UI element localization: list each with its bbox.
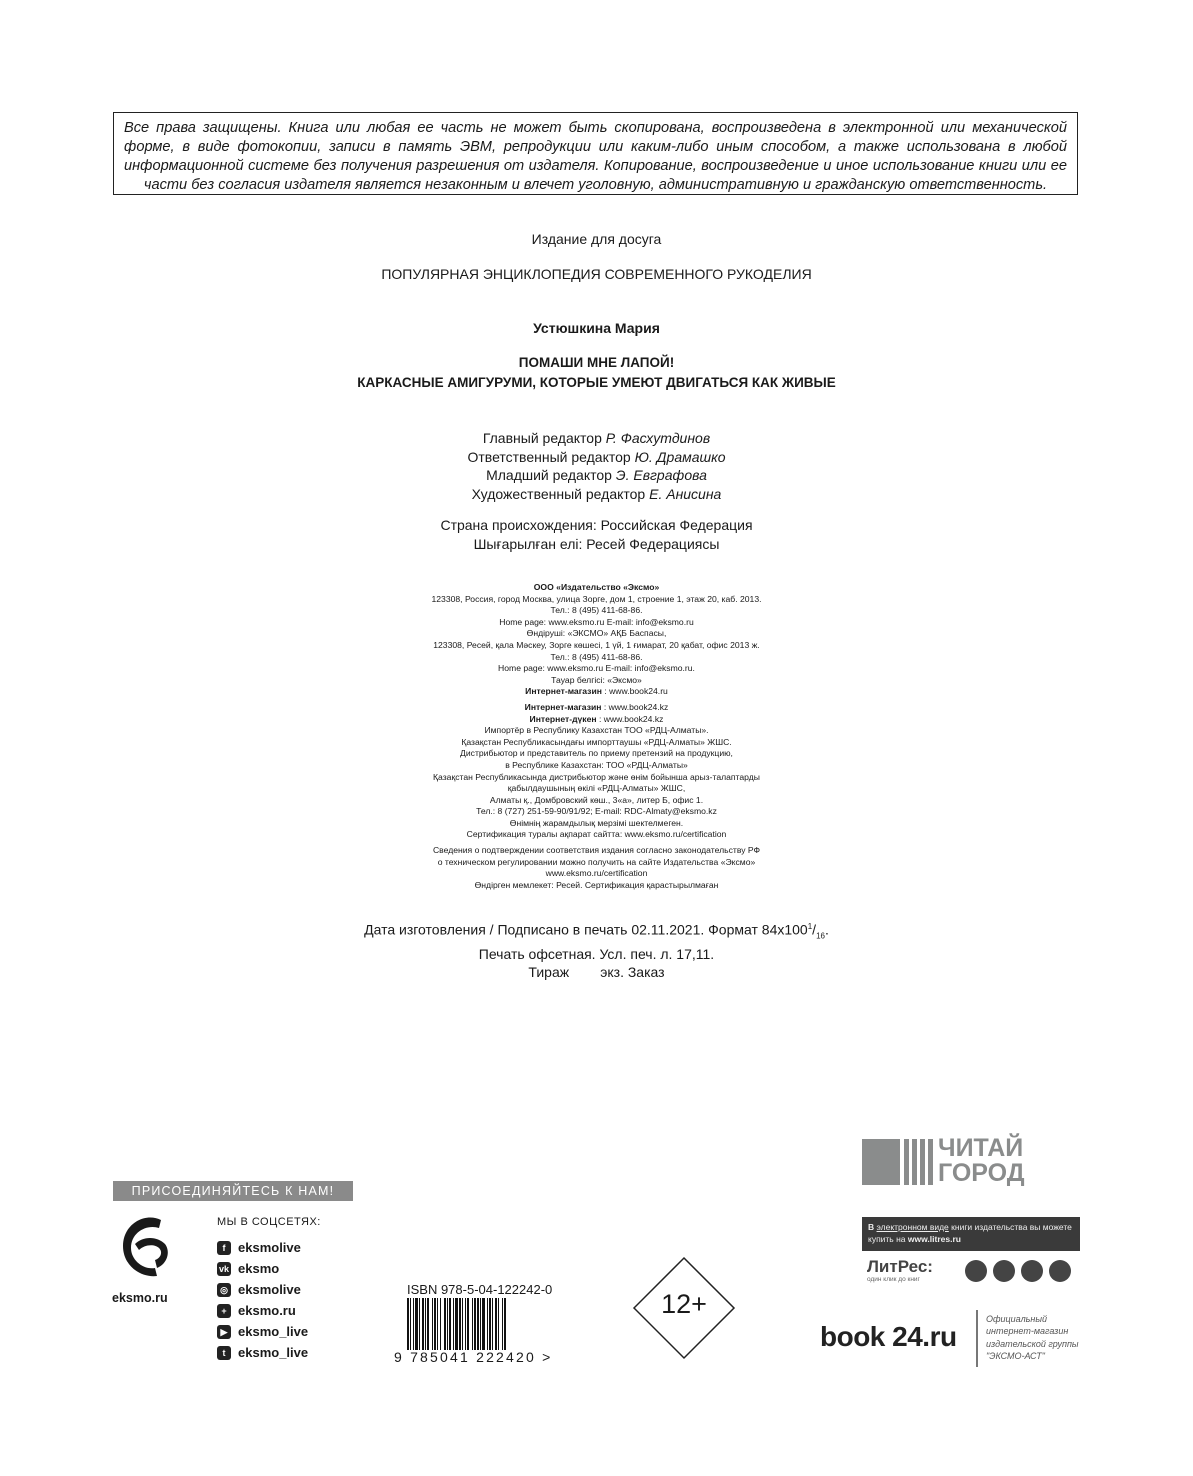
isbn-number: ISBN 978-5-04-122242-0 xyxy=(407,1282,553,1297)
age-rating: 12+ xyxy=(661,1289,707,1319)
credit-line: Главный редактор Р. Фасхутдинов xyxy=(482,430,711,446)
online-shop-ru: Интернет-магазин : www.book24.ru xyxy=(525,686,668,697)
book24-logo: book 24.ru xyxy=(820,1321,957,1352)
youtube-icon: ▶ xyxy=(217,1325,231,1339)
plus-icon: + xyxy=(217,1304,231,1318)
facebook-icon: f xyxy=(217,1241,231,1255)
country-of-origin: Страна происхождения: Российская Федерация Шығарылған елі: Ресей Федерациясы xyxy=(440,517,753,552)
windows-icon xyxy=(1049,1260,1071,1282)
print-run: Тираж экз. Заказ xyxy=(528,964,665,981)
book24-description: Официальный интернет-магазин издательской группы "ЭКСМО-АСТ" xyxy=(986,1314,1079,1362)
eksmo-website: eksmo.ru xyxy=(112,1291,168,1305)
litres-logo: ЛитРес: xyxy=(867,1257,933,1276)
author-name: Устюшкина Мария xyxy=(533,320,660,336)
publisher-info: ООО «Издательство «Эксмо» 123308, Россия, город Москва, улица Зорге, дом 1, строение 1, этаж 20, каб. 2013. Тел.: 8 (495) 411-68-86. Home page: www.eksmo.ru E-mail: info@eksmo.ru Өндіруші: «ЭКСМО» АҚБ Баспасы, 123308, Ресей, қала Мәскеу, Зорге көшесі, 1 үй, 1 ғимарат, 20 қабат, офис 2013 ж. Тел.: 8 (495) 411-68-86. Home page: www.eksmo.ru E-mail: info@eksmo.ru. Тауар белгісі: «Эксмо» Интернет-магазин : www.book24.ru Интернет-магазин : www.book24.kz Интернет-дүкен : www.book24.kz Импортёр в Республику Казахстан ТОО «РДЦ-Алматы». Қазақстан Республикасындағы импорттаушы «РДЦ-Алматы» ЖШС. Дистрибьютор и представитель по приему претензий на продукцию, в Республике Казахстан: ТОО «РДЦ-Алматы» Қазақстан Республикасында дистрибьютор және өнім бойынша арыз-талаптарды қабылдаушының өкілі «РДЦ-Алматы» ЖШС, Алматы қ., Домбровский көш., 3«а», литер Б, офис 1. Тел.: 8 (727) 251-59-90/91/92; E-mail: RDC-Almaty@eksmo.kz Өнімнің жарамдылық мерзімі шектелмеген. Сертификация туралы ақпарат сайтта: www.eksmo.ru/certification Сведения о подтверждении соответствия издания согласно законодательству РФ о техническом регулировании можно получить на сайте Издательства «Эксмо» www.eksmo.ru/certification Өндірген мемлекет: Ресей. Сертификация қарастырылмаған xyxy=(0,582,1193,891)
vk-icon: vk xyxy=(218,1263,229,1274)
social-item: ◎ eksmolive xyxy=(217,1279,308,1300)
social-title: МЫ В СОЦСЕТЯХ: xyxy=(217,1216,321,1228)
social-item: f eksmolive xyxy=(217,1237,308,1258)
online-shop-kz-kazakh: Интернет-дүкен : www.book24.kz xyxy=(529,713,664,724)
online-shop-kz: Интернет-магазин : www.book24.kz xyxy=(524,701,669,712)
android-icon xyxy=(993,1260,1015,1282)
social-item: vk eksmo xyxy=(218,1261,280,1276)
publisher-name: ООО «Издательство «Эксмо» xyxy=(533,582,660,592)
edition-type: Издание для досуга xyxy=(531,231,662,247)
print-type: Печать офсетная. Усл. печ. л. 17,11. xyxy=(478,946,715,963)
eksmo-logo-icon xyxy=(117,1214,175,1284)
litres-tagline: один клик до книг xyxy=(867,1276,920,1283)
series-title: ПОПУЛЯРНАЯ ЭНЦИКЛОПЕДИЯ СОВРЕМЕННОГО РУКОДЕЛИЯ xyxy=(381,266,812,282)
social-list xyxy=(217,1237,308,1363)
print-details xyxy=(0,918,1193,981)
barcode-icon xyxy=(406,1298,557,1350)
twitter-icon: t xyxy=(217,1346,231,1360)
chitai-gorod-text: ЧИТАЙ ГОРОД xyxy=(938,1134,1025,1187)
divider xyxy=(976,1310,978,1367)
windows-phone-icon xyxy=(1021,1260,1043,1282)
rights-notice-box xyxy=(113,112,1078,195)
editorial-credits xyxy=(0,429,1193,503)
instagram-icon: ◎ xyxy=(217,1283,231,1297)
social-item: + eksmo.ru xyxy=(217,1300,308,1321)
print-date-format: Дата изготовления / Подписано в печать 02.11.2021. Формат $84x100^1/_{16}$. xyxy=(364,921,829,941)
litres-banner: В электронном виде книги издательства вы можете купить на www.litres.ru xyxy=(862,1217,1080,1251)
credit-line: Младший редактор Э. Евграфова xyxy=(486,467,707,483)
social-item: t eksmo_live xyxy=(217,1342,308,1363)
platform-icons xyxy=(965,1260,1071,1282)
social-item: ▶ eksmo_live xyxy=(217,1321,308,1342)
credit-line: Художественный редактор Е. Анисина xyxy=(471,485,722,502)
book-title: ПОМАШИ МНЕ ЛАПОЙ! xyxy=(518,355,675,370)
barcode-digits: 9 785041 222420 > xyxy=(394,1349,553,1365)
apple-icon xyxy=(965,1260,987,1282)
credit-line: Ответственный редактор Ю. Драмашко xyxy=(467,448,726,465)
join-us-banner: ПРИСОЕДИНЯЙТЕСЬ К НАМ! xyxy=(113,1181,353,1201)
book-subtitle: КАРКАСНЫЕ АМИГУРУМИ, КОТОРЫЕ УМЕЮТ ДВИГАТЬСЯ КАК ЖИВЫЕ xyxy=(357,375,836,390)
rights-notice-text: Все права защищены. Книга или любая ее часть не может быть скопирована, воспроизведена в электронной или механической форме, в виде фотокопии, записи в память ЭВМ, репродукции или каким-либо иным способом, а также использована в любой информационной системе без получения разрешения от издателя. Копирование, воспроизведение и иное использование книги или ее части без согласия издателя является незаконным и влечет уголовную, административную и гражданскую ответственность. xyxy=(124,120,1067,193)
